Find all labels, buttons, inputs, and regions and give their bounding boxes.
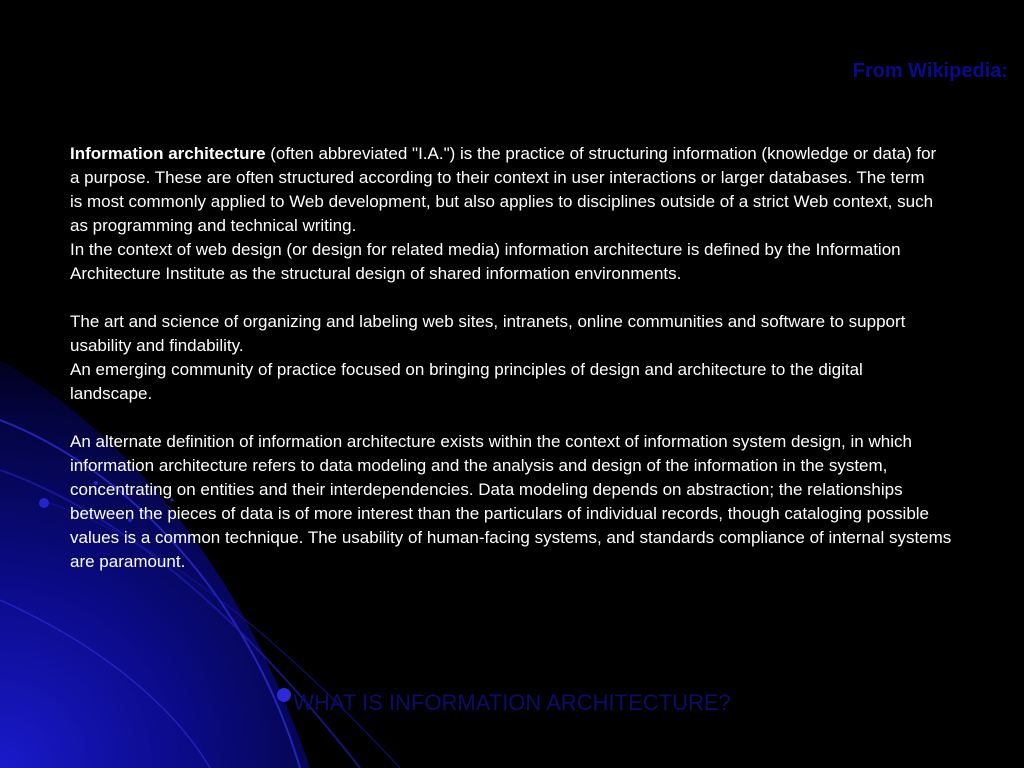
paragraph-spacer [70, 286, 1010, 310]
paragraph-line: are paramount. [70, 552, 186, 571]
paragraph-line: concentrating on entities and their interdependencies. Data modeling depends on abstraction; the relationships [70, 480, 903, 499]
slide-title: WHAT IS INFORMATION ARCHITECTURE? [293, 690, 731, 715]
paragraph-line: between the pieces of data is of more interest than the particulars of individual records, though cataloging possible [70, 504, 930, 523]
paragraph-line: information architecture refers to data modeling and the analysis and design of the information in the system, [70, 456, 888, 475]
paragraph-line: In the context of web design (or design for related media) information architecture is defined by the Information [70, 240, 901, 259]
paragraph-line: a purpose. These are often structured according to their context in user interactions or larger databases. The term [70, 168, 925, 187]
paragraph-line: An emerging community of practice focused on bringing principles of design and architecture to the digital [70, 360, 863, 379]
swoosh-dot-1 [39, 498, 49, 508]
body-text [70, 142, 1010, 582]
paragraph-line: The art and science of organizing and labeling web sites, intranets, online communities and software to support [70, 312, 906, 331]
paragraph-line: landscape. [70, 384, 153, 403]
paragraph-line: An alternate definition of information architecture exists within the context of information system design, in which [70, 432, 912, 451]
key-term: Information architecture [70, 144, 266, 163]
paragraph-line: values is a common technique. The usability of human-facing systems, and standards compliance of internal systems [70, 528, 952, 547]
paragraph-line [70, 142, 1010, 166]
source-label: From Wikipedia: [852, 60, 1008, 82]
paragraph-text: (often abbreviated "I.A.") is the practice of structuring information (knowledge or data) for [265, 144, 937, 163]
paragraph-line: usability and findability. [70, 336, 244, 355]
paragraph-line: is most commonly applied to Web development, but also applies to disciplines outside of a strict Web context, such [70, 192, 934, 211]
paragraph-line: as programming and technical writing. [70, 216, 357, 235]
paragraph-spacer [70, 406, 1010, 430]
paragraph-line: Architecture Institute as the structural design of shared information environments. [70, 264, 682, 283]
